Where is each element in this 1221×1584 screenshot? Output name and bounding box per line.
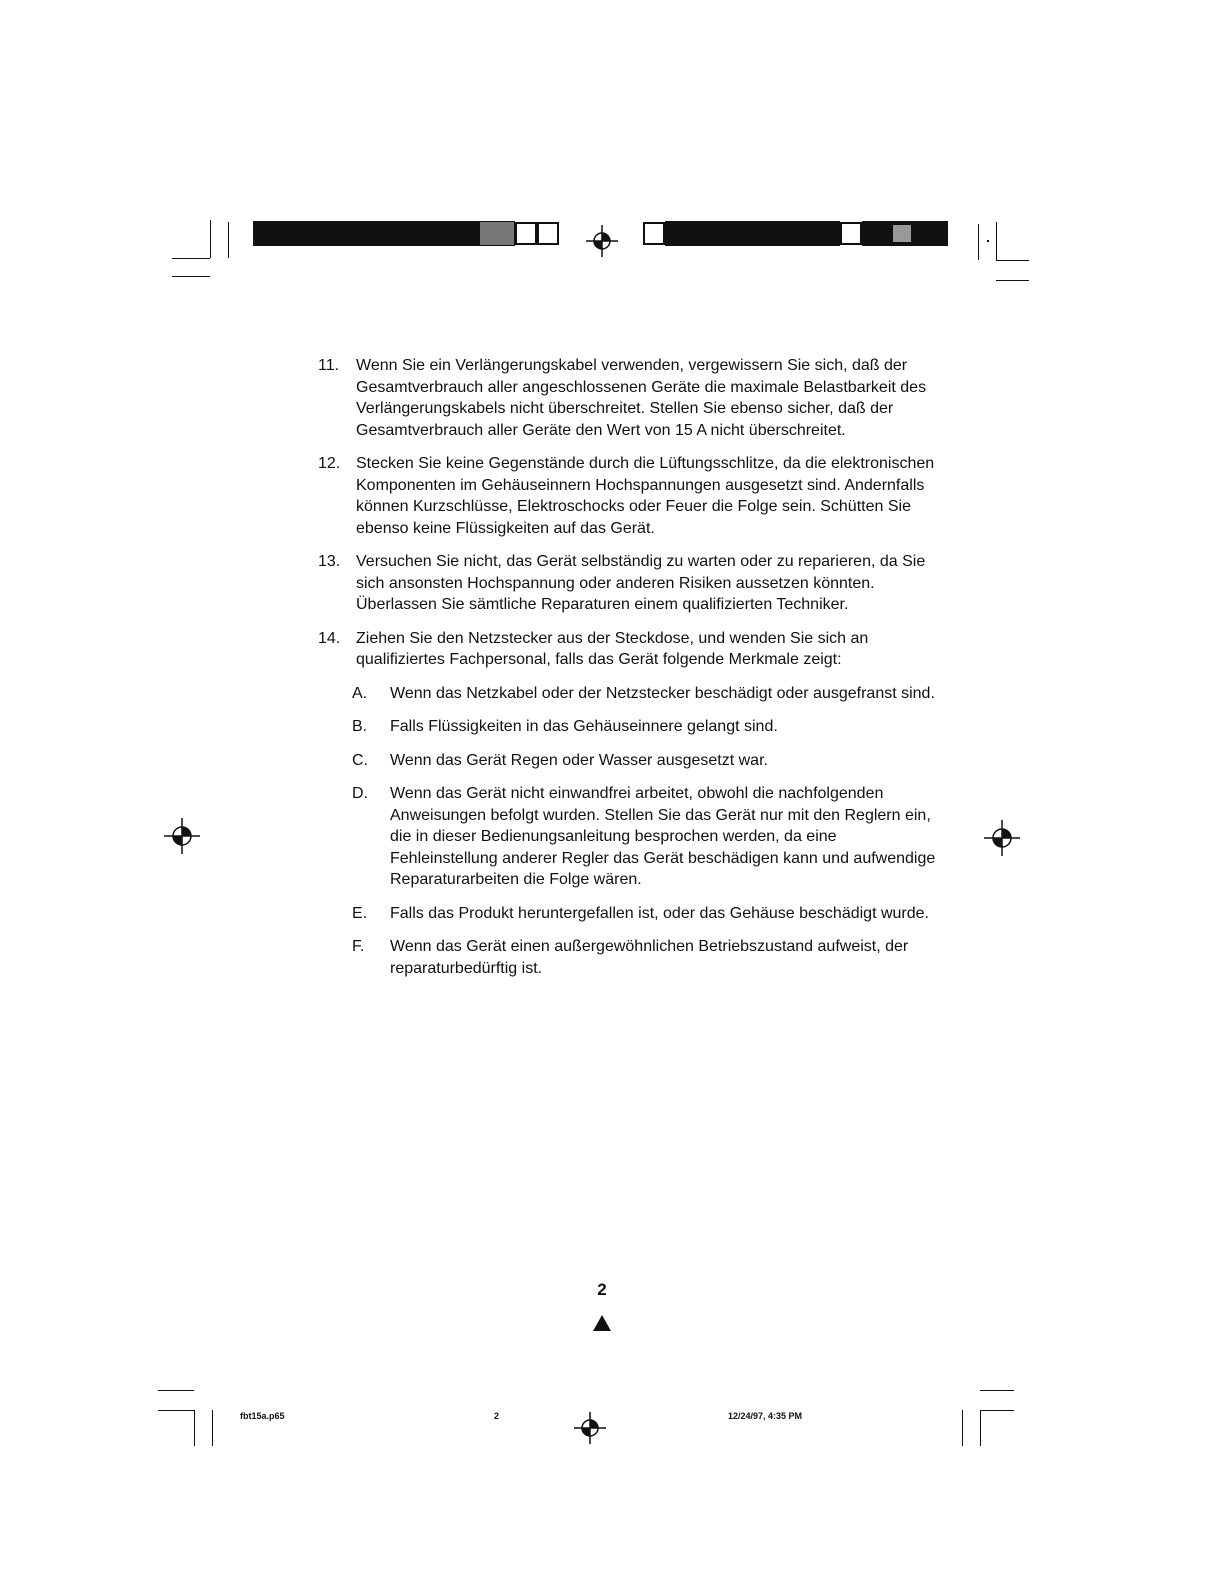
item-text: Versuchen Sie nicht, das Gerät selbständig zu warten oder zu reparieren, da Sie sich ansonsten Hochspannung oder anderen Risiken aussetzen könnten. Überlassen Sie sämtliche Reparaturen einem qualifizierten Techniker. — [356, 553, 926, 613]
item-number: 14. — [318, 629, 341, 647]
sub-text: Falls Flüssigkeiten in das Gehäuseinnere gelangt sind. — [390, 718, 778, 735]
footer-page: 2 — [494, 1411, 500, 1421]
page-number: 2 — [597, 1280, 607, 1299]
list-item — [318, 628, 938, 980]
item-text: Wenn Sie ein Verlängerungskabel verwenden, vergewissern Sie sich, daß der Gesamtverbrauch aller angeschlossenen Geräte die maximale Belastbarkeit des Verlängerungskabels nicht überschreitet. Stellen Sie ebenso sicher, daß der Gesamtverbrauch aller Geräte den Wert von 15 A nicht überschreitet. — [356, 357, 927, 439]
footer-datetime: 12/24/97, 4:35 PM — [728, 1411, 803, 1421]
sub-letter: A. — [352, 684, 368, 702]
sub-letter: E. — [352, 904, 368, 922]
sub-text: Wenn das Netzkabel oder der Netzstecker beschädigt oder ausgefranst sind. — [390, 684, 935, 702]
item-number: 13. — [318, 553, 341, 570]
sub-letter: D. — [352, 785, 368, 802]
triangle-icon — [592, 1314, 612, 1332]
item-number: 12. — [318, 455, 341, 472]
registration-target-icon — [586, 225, 618, 257]
item-number: 11. — [318, 357, 340, 374]
sublist-item — [318, 750, 938, 772]
registration-target-icon — [164, 818, 200, 854]
sublist — [318, 683, 938, 980]
safety-instructions — [318, 355, 938, 991]
sub-text: Wenn das Gerät nicht einwandfrei arbeitet, obwohl die nachfolgenden Anweisungen befolgt wurden. Stellen Sie das Gerät nur mit den Reglern ein, die in dieser Bedienungsanleitung besprochen werden, da eine Fehleinstellung anderer Regler das Gerät beschädigen kann und aufwendige Reparaturarbeiten die Folge wären. — [390, 785, 936, 888]
list-item — [318, 551, 938, 616]
list-item — [318, 453, 938, 539]
registration-target-icon — [574, 1412, 606, 1444]
footer-filename: fbt15a.p65 — [240, 1411, 285, 1421]
item-text: Stecken Sie keine Gegenstände durch die Lüftungsschlitze, da die elektronischen Komponenten im Gehäuseinnern Hochspannungen ausgesetzt sind. Andernfalls können Kurzschlüsse, Elektroschocks oder Feuer die Folge sein. Schütten Sie ebenso keine Flüssigkeiten auf das Gerät. — [356, 455, 935, 537]
registration-target-icon — [984, 820, 1020, 856]
sub-text: Falls das Produkt heruntergefallen ist, oder das Gehäuse beschädigt wurde. — [390, 904, 929, 922]
sublist-item — [318, 783, 938, 891]
sublist-item — [318, 936, 938, 979]
sub-text: Wenn das Gerät Regen oder Wasser ausgesetzt war. — [390, 751, 768, 769]
sub-letter: B. — [352, 718, 368, 735]
sublist-item — [318, 683, 938, 705]
sub-letter: C. — [352, 751, 368, 769]
sub-letter: F. — [352, 938, 365, 955]
list-item — [318, 355, 938, 441]
sublist-item — [318, 716, 938, 738]
sub-text: Wenn das Gerät einen außergewöhnlichen Betriebszustand aufweist, der reparaturbedürftig ist. — [390, 938, 909, 977]
sublist-item — [318, 903, 938, 925]
item-text: Ziehen Sie den Netzstecker aus der Steckdose, und wenden Sie sich an qualifiziertes Fachpersonal, falls das Gerät folgende Merkmale zeigt: — [356, 629, 869, 668]
